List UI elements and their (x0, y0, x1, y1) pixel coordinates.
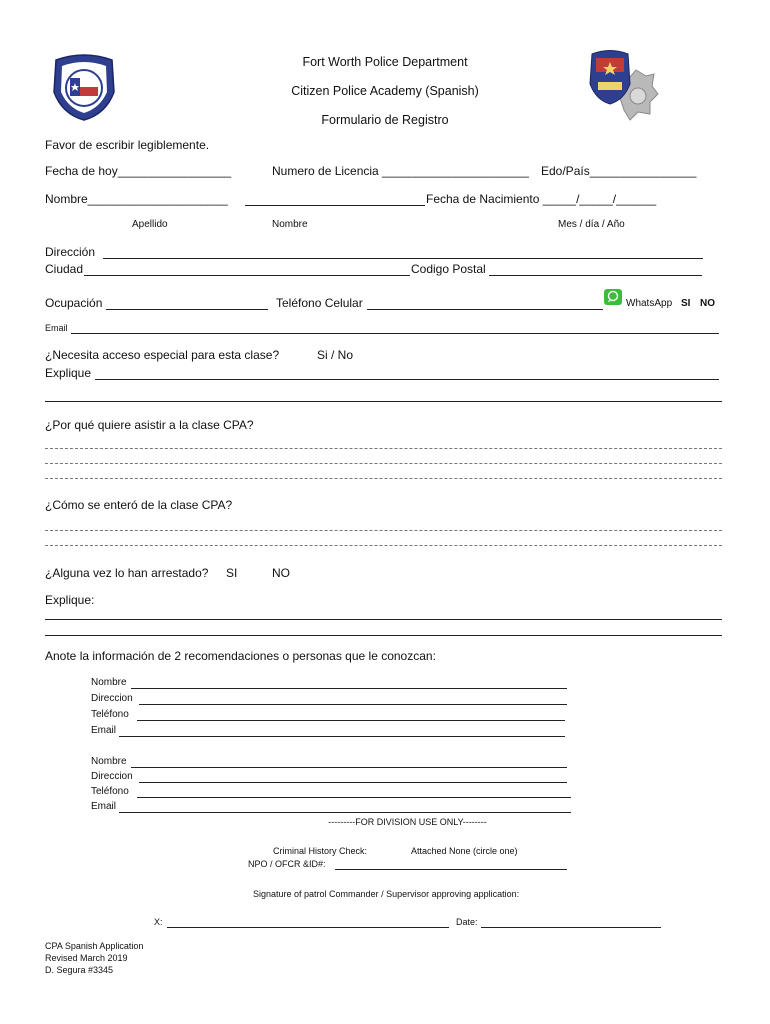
ref2-telefono-label: Teléfono (91, 786, 129, 797)
whatsapp-si-option[interactable]: SI (681, 298, 691, 309)
arrestado-question: ¿Alguna vez lo han arrestado? (45, 566, 209, 580)
email-label: Email (45, 323, 68, 333)
npo-ofcr-line[interactable] (335, 869, 567, 870)
por-que-line-3[interactable] (45, 478, 722, 479)
nombre-caption: Nombre (272, 219, 308, 230)
ciudad-label: Ciudad (45, 262, 84, 276)
ref2-direccion-line[interactable] (139, 782, 567, 783)
email-line[interactable] (71, 333, 719, 334)
footer-author: D. Segura #3345 (45, 965, 114, 975)
criminal-history-label: Criminal History Check: (273, 846, 368, 856)
ref2-direccion-label: Direccion (91, 771, 133, 782)
como-line-1[interactable] (45, 530, 722, 531)
codigo-postal-label: Codigo Postal (411, 262, 486, 276)
ciudad-line[interactable] (84, 275, 410, 276)
como-question: ¿Cómo se enteró de la clase CPA? (45, 498, 233, 512)
header-department: Fort Worth Police Department (302, 55, 468, 69)
ref1-email-line[interactable] (119, 736, 565, 737)
codigo-postal-line[interactable] (489, 275, 702, 276)
ref1-direccion-line[interactable] (139, 704, 567, 705)
division-heading: ---------FOR DIVISION USE ONLY-------- (328, 817, 487, 827)
nombre-line[interactable] (245, 205, 425, 206)
por-que-question: ¿Por qué quiere asistir a la clase CPA? (45, 418, 254, 432)
attached-none-options[interactable]: Attached None (circle one) (411, 846, 518, 856)
police-patch-logo (50, 52, 118, 122)
direccion-label: Dirección (45, 245, 96, 259)
por-que-line-2[interactable] (45, 463, 722, 464)
telefono-line[interactable] (367, 309, 603, 310)
ref1-telefono-line[interactable] (137, 720, 565, 721)
arrestado-explique-label: Explique: (45, 593, 95, 607)
date-line[interactable] (481, 927, 661, 928)
acceso-question: ¿Necesita acceso especial para esta clase? (45, 348, 280, 362)
whatsapp-no-option[interactable]: NO (700, 298, 715, 309)
arrestado-no-option[interactable]: NO (272, 566, 290, 580)
ref2-nombre-line[interactable] (131, 767, 567, 768)
footer-application: CPA Spanish Application (45, 941, 144, 951)
apellido-caption: Apellido (132, 219, 168, 230)
ref2-email-label: Email (91, 801, 117, 812)
police-badge-logo (588, 48, 660, 124)
ref2-email-line[interactable] (119, 812, 571, 813)
recomendaciones-title: Anote la información de 2 recomendaciones o personas que le conozcan: (45, 649, 436, 663)
edo-pais-field[interactable]: Edo/País________________ (541, 164, 697, 178)
ref1-email-label: Email (91, 725, 117, 736)
acceso-explique-line-2[interactable] (45, 401, 722, 402)
whatsapp-label: WhatsApp (626, 298, 673, 309)
date-label: Date: (456, 917, 478, 927)
direccion-line[interactable] (103, 258, 703, 259)
ref2-nombre-label: Nombre (91, 756, 127, 767)
fecha-de-hoy-field[interactable]: Fecha de hoy_________________ (45, 164, 232, 178)
ref1-nombre-line[interactable] (131, 688, 567, 689)
header-academy: Citizen Police Academy (Spanish) (291, 84, 479, 98)
npo-ofcr-label: NPO / OFCR &ID#: (248, 859, 326, 869)
por-que-line-1[interactable] (45, 448, 722, 449)
apellido-field[interactable]: Nombre_____________________ (45, 192, 228, 206)
arrestado-line-2[interactable] (45, 635, 722, 636)
acceso-options[interactable]: Si / No (317, 348, 354, 362)
mes-dia-ano-caption: Mes / día / Año (558, 219, 625, 230)
ref2-telefono-line[interactable] (137, 797, 571, 798)
intro-text: Favor de escribir legiblemente. (45, 138, 210, 152)
footer-revised: Revised March 2019 (45, 953, 128, 963)
signature-label: Signature of patrol Commander / Supervisor approving application: (253, 889, 520, 899)
como-line-2[interactable] (45, 545, 722, 546)
whatsapp-icon (604, 289, 622, 305)
signature-x-label: X: (154, 917, 163, 927)
arrestado-line-1[interactable] (45, 619, 722, 620)
ref1-nombre-label: Nombre (91, 677, 127, 688)
acceso-explique-line[interactable] (95, 379, 719, 380)
numero-licencia-field[interactable]: Numero de Licencia ______________________ (272, 164, 529, 178)
arrestado-si-option[interactable]: SI (226, 566, 238, 580)
acceso-explique-label: Explique (45, 366, 92, 380)
telefono-celular-label: Teléfono Celular (276, 296, 363, 310)
ref1-direccion-label: Direccion (91, 693, 133, 704)
fecha-nacimiento-field[interactable]: Fecha de Nacimiento _____/_____/______ (426, 192, 657, 206)
ocupacion-label: Ocupación (45, 296, 103, 310)
signature-line[interactable] (167, 927, 449, 928)
ref1-telefono-label: Teléfono (91, 709, 129, 720)
ocupacion-line[interactable] (106, 309, 268, 310)
header-form-title: Formulario de Registro (321, 113, 449, 127)
